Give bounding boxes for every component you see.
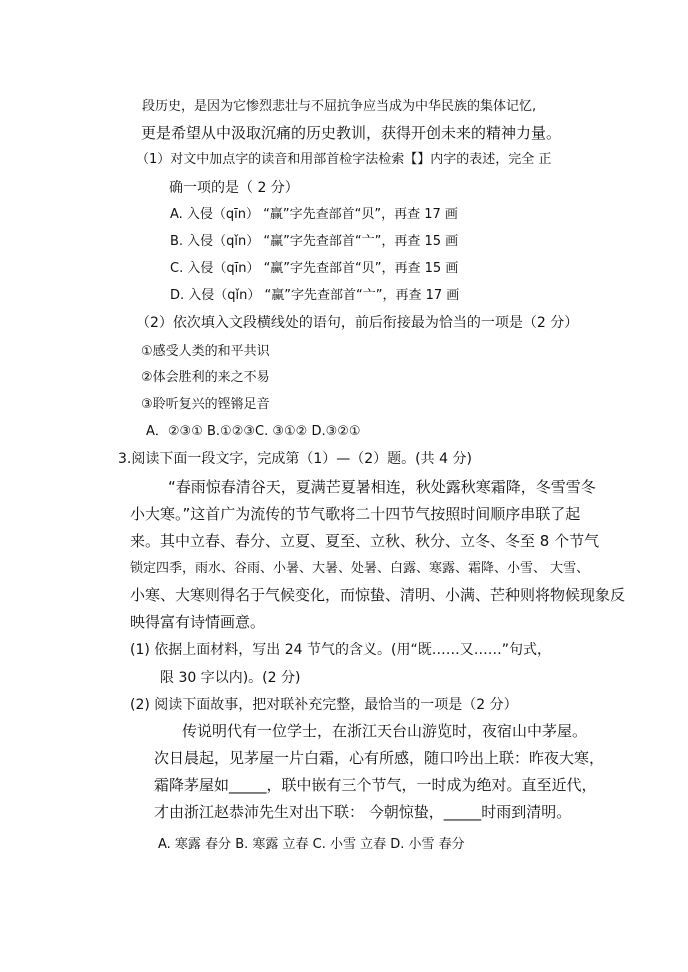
section-3-heading: 3.阅读下面一段文字，完成第（1）—（2）题。(共 4 分): [118, 451, 472, 467]
story-line-1: 传说明代有一位学士，在浙江天台山游览时，夜宿山中茅屋。: [182, 722, 588, 740]
option-b: B. 入侵（qǐn） “赢”字先查部首“亠”，再查 15 画: [170, 234, 459, 249]
reading-line-2: 小大寒。”这首广为流传的节气歌将二十四节气按照时间顺序串联了起: [130, 505, 581, 523]
question-3-2-prompt: (2) 阅读下面故事，把对联补充完整，最恰当的一项是（2 分）: [130, 697, 518, 713]
passage-line-1: 段历史，是因为它惨烈悲壮与不屈抗争应当成为中华民族的集体记忆,: [142, 99, 537, 114]
question-2-options: A．②③① B.①②③C. ③①② D.③②①: [146, 424, 361, 439]
reading-line-5: 小寒、大寒则得名于气候变化，而惊蛰、清明、小满、芒种则将物候现象反: [130, 586, 626, 604]
question-1-prompt-cont: 确一项的是（ 2 分）: [169, 180, 299, 196]
option-d: D. 入侵（qǐn） “赢”字先查部首“亠”，再查 17 画: [170, 288, 460, 303]
reading-line-3: 来。其中立春、春分、立夏、夏至、立秋、秋分、立冬、冬至 8 个节气: [130, 532, 600, 550]
reading-line-1: “春雨惊春清谷天，夏满芒夏暑相连，秋处露秋寒霜降，冬雪雪冬: [168, 478, 596, 496]
question-3-1-prompt: (1) 依据上面材料，写出 24 节气的含义。(用“既……又……”句式，: [130, 642, 551, 658]
question-1-prompt: （1）对文中加点字的读音和用部首检字法检索【】内字的表述，完全 正: [136, 152, 552, 167]
sentence-2: ②体会胜利的来之不易: [141, 370, 270, 385]
reading-line-6: 映得富有诗情画意。: [130, 613, 266, 631]
option-a: A. 入侵（qīn） “赢”字先查部首“贝”，再查 17 画: [170, 207, 458, 222]
question-3-2-options: A. 寒露 春分 B. 寒露 立春 C. 小雪 立春 D. 小雪 春分: [158, 837, 465, 852]
sentence-3: ③聆听复兴的铿锵足音: [141, 397, 270, 412]
reading-line-4: 锁定四季，雨水、谷雨、小暑、大暑、处暑、白露、寒露、霜降、小雪、 大雪、: [130, 561, 590, 576]
question-3-1-prompt-cont: 限 30 字以内)。(2 分): [160, 670, 301, 686]
story-line-4: 才由浙江赵恭沛先生对出下联： 今朝惊蛰，_____时雨到清明。: [154, 803, 572, 821]
question-2-prompt: （2）依次填入文段横线处的语句，前后衔接最为恰当的一项是（2 分）: [136, 315, 579, 331]
passage-line-2: 更是希望从中汲取沉痛的历史教训，获得开创未来的精神力量。: [141, 124, 562, 142]
story-line-2: 次日晨起，见茅屋一片白霜，心有所感，随口吟出上联：昨夜大寒，: [154, 749, 605, 767]
story-line-3: 霜降茅屋如_____，联中嵌有三个节气，一时成为绝对。直至近代，: [154, 776, 597, 794]
option-c: C. 入侵（qīn） “赢”字先查部首“贝”，再查 15 画: [170, 261, 459, 276]
sentence-1: ①感受人类的和平共识: [141, 344, 270, 359]
